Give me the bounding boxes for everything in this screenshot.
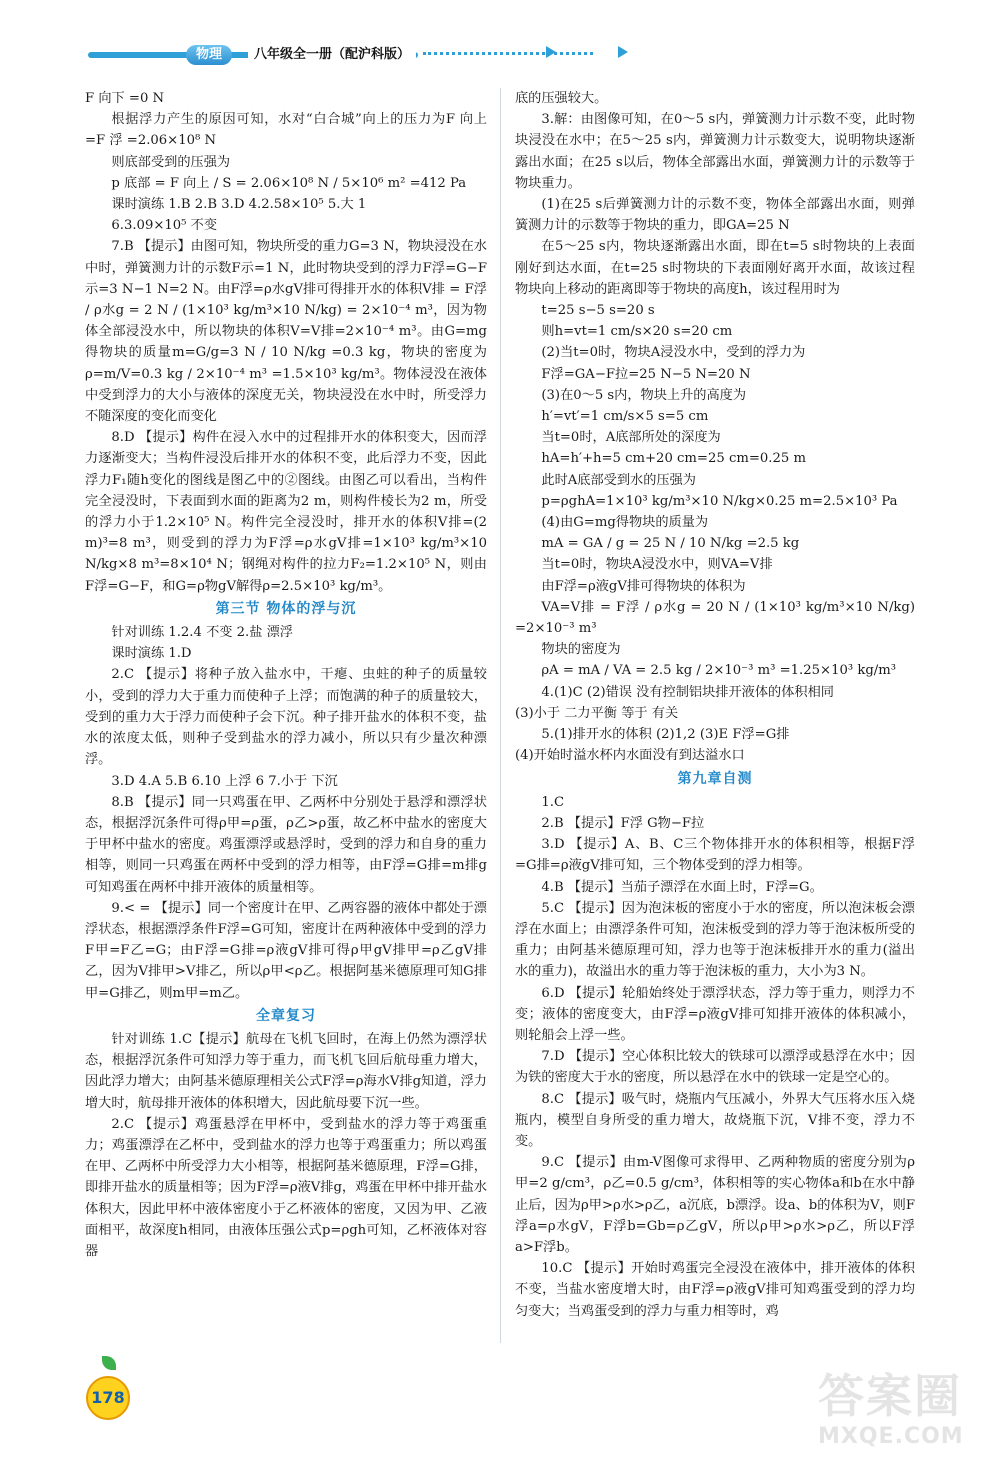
- answer-line: 8.D 【提示】构件在浸入水中的过程排开水的体积变大，因而浮力逐渐变大；当构件浸没后排开水的体积不变，此后浮力不变，因此浮力F₁随h变化的图线是图乙中的②图线。由图乙可以看出，当构件完全浸没时，下表面到水面的距离为2 m，则构件棱长为2 m，所受的浮力小于1.2×10⁵ N。构件完全浸没时，排开水的体积V排=(2 m)³=8 m³，则受到的浮力为F浮=ρ水gV排=1×10³ kg/m³×10 N/kg×8 m³=8×10⁴ N；钢绳对构件的拉力F₂=1.2×10⁵ N，则由F浮=G−F，和G=ρ物gV解得ρ=2.5×10³ kg/m³。: [85, 430, 487, 594]
- watermark-logo: [818, 1368, 988, 1458]
- answer-line: 根据浮力产生的原因可知，水对“白合城”向上的压力为F 向上 =F 浮 =2.06×10⁸ N: [85, 112, 487, 149]
- right-column: [515, 88, 915, 1322]
- answer-line: 7.D 【提示】空心体积比较大的铁球可以漂浮或悬浮在水中；因为铁的密度大于水的密度，所以悬浮在水中的铁球一定是空心的。: [515, 1049, 915, 1086]
- answer-line: h′=vt′=1 cm/s×5 s=5 cm: [541, 409, 709, 425]
- answer-line: 6.D 【提示】轮船始终处于漂浮状态，浮力等于重力，则浮力不变；液体的密度变大，由F浮=ρ液gV排可知排开液体的体积减小，则轮船会上浮一些。: [515, 985, 915, 1043]
- answer-line: 2.B 【提示】F浮 G物−F拉: [541, 815, 705, 831]
- book-title: 八年级全一册（配沪科版）: [248, 45, 416, 65]
- answer-line: hA=h′+h=5 cm+20 cm=25 cm=0.25 m: [541, 451, 806, 467]
- answer-line: 当t=0时，A底部所处的深度为: [541, 430, 721, 446]
- answer-line: 10.C 【提示】开始时鸡蛋完全浸没在液体中，排开液体的体积不变，当盐水密度增大时，由F浮=ρ液gV排可知鸡蛋受到的浮力均匀变大；当鸡蛋受到的浮力与重力相等时，鸡: [515, 1261, 915, 1319]
- answer-line: (4)由G=mg得物块的质量为: [541, 515, 709, 531]
- answer-line: 当t=0时，物块A浸没水中，则VA=V排: [541, 557, 773, 573]
- watermark-text: 答案圈: [818, 1369, 962, 1423]
- answer-line: 2.C 【提示】将种子放入盐水中，干瘪、虫蛀的种子的质量较小，受到的浮力大于重力而使种子上浮；而饱满的种子的质量较大，受到的重力大于浮力而使种子会下沉。种子排开盐水的体积不变，盐水的浓度太低，则种子受到盐水的浮力减小，所以只有少量次种漂浮。: [85, 667, 487, 768]
- answer-line: (3)小于 二力平衡 等于 有关: [515, 705, 679, 721]
- answer-line: 9.C 【提示】由m-V图像可求得甲、乙两种物质的密度分别为ρ甲=2 g/cm³，ρ乙=0.5 g/cm³，体积相等的实心物体a和b在水中静止后，因为ρ甲>ρ水>ρ乙，a沉底，b漂浮。设a、b的体积为V，则F浮a=ρ水gV，F浮b=Gb=ρ乙gV，所以ρ甲>ρ水>ρ乙，所以F浮a>F浮b。: [515, 1155, 915, 1255]
- answer-line: 针对训练 1.C【提示】航母在飞机飞回时，在海上仍然为漂浮状态，根据浮沉条件可知浮力等于重力，而飞机飞回后航母重力增大，因此浮力增大；由阿基米德原理相关公式F浮=ρ海水V排g知道，浮力增大时，航母排开液体的体积增大，因此航母要下沉一些。: [85, 1031, 487, 1111]
- answer-line: 8.B 【提示】同一只鸡蛋在甲、乙两杯中分别处于悬浮和漂浮状态，根据浮沉条件可得ρ甲=ρ蛋，ρ乙>ρ蛋，故乙杯中盐水的密度大于甲杯中盐水的密度。鸡蛋漂浮或悬浮时，受到的浮力和自身的重力相等，则同一只鸡蛋在两杯中受到的浮力相等，由F浮=G排=m排g可知鸡蛋在两杯中排开液体的质量相等。: [85, 794, 487, 895]
- answer-line: F浮=GA−F拉=25 N−5 N=20 N: [541, 366, 751, 382]
- answer-line: 9.< = 【提示】同一个密度计在甲、乙两容器的液体中都处于漂浮状态，根据漂浮条件F浮=G可知，密度计在两种液体中受到的浮力F甲=F乙=G；由F浮=G排=ρ液gV排可得ρ甲gV排甲=ρ乙gV排乙，因为V排甲>V排乙，所以ρ甲<ρ乙。根据阿基米德原理可知G排甲=G排乙，则m甲=m乙。: [85, 900, 487, 1001]
- column-divider: [500, 88, 501, 1343]
- answer-line: 课时演练 1.B 2.B 3.D 4.2.58×10⁵ 5.大 1: [111, 197, 367, 213]
- answer-line: t=25 s−5 s=20 s: [541, 303, 655, 319]
- answer-line: (2)当t=0时，物块A浸没水中，受到的浮力为: [541, 345, 806, 361]
- section-title: 第九章自测: [677, 770, 753, 787]
- answer-line: 2.C 【提示】鸡蛋悬浮在甲杯中，受到盐水的浮力等于鸡蛋重力；鸡蛋漂浮在乙杯中，受到盐水的浮力也等于鸡蛋重力；所以鸡蛋在甲、乙两杯中所受浮力大小相等，根据阿基米德原理，F浮=G排，即排开盐水的质量相等；因为F浮=ρ液V排g，鸡蛋在甲杯中排开盐水体积大，因此甲杯中液体密度小于乙杯液体的密度，又因为甲、乙液面相平，故深度h相同，由液体压强公式p=ρgh可知，乙杯液体对容器: [85, 1116, 487, 1259]
- answer-line: 8.C 【提示】吸气时，烧瓶内气压减小，外界大气压将水压入烧瓶内，模型自身所受的重力增大，故烧瓶下沉，V排不变，浮力不变。: [515, 1091, 915, 1149]
- answer-line: 4.B 【提示】当茄子漂浮在水面上时，F浮=G。: [541, 879, 823, 895]
- answer-line: 此时A底部受到水的压强为: [541, 472, 696, 488]
- answer-line: 3.D 【提示】A、B、C三个物体排开水的体积相等，根据F浮=G排=ρ液gV排可知，三个物体受到的浮力相等。: [515, 837, 915, 874]
- section-title: 全章复习: [256, 1007, 316, 1024]
- page-header: [88, 38, 648, 78]
- answer-line: 5.(1)排开水的体积 (2)1,2 (3)E F浮=G排: [541, 727, 790, 743]
- watermark-url: MXQE.COM: [818, 1424, 964, 1449]
- answer-line: 7.B 【提示】由图可知，物块所受的重力G=3 N，物块浸没在水中时，弹簧测力计的示数F示=1 N，此时物块受到的浮力F浮=G−F示=3 N−1 N=2 N。由F浮=ρ水gV排可得排开水的体积V排 = F浮 / ρ水g = 2 N / (1×10³ kg/m³×10 N/kg) = 2×10⁻⁴ m³，因为物体全部浸没水中，所以物块的体积V=V排=2×10⁻⁴ m³。由G=mg得物块的质量m=G/g=3 N / 10 N/kg =0.3 kg，物块的密度为ρ=m/V=0.3 kg / 2×10⁻⁴ m³ =1.5×10³ kg/m³。物体浸没在液体中受到浮力的大小与液体的深度无关，物块浸没在水中时，所受浮力不随深度的变化而变化: [85, 239, 487, 425]
- answer-line: mA = GA / g = 25 N / 10 N/kg =2.5 kg: [541, 536, 800, 552]
- answer-line: 针对训练 1.2.4 不变 2.盐 漂浮: [111, 625, 293, 641]
- section-title: 第三节 物体的浮与沉: [215, 600, 357, 617]
- answer-line: 物块的密度为: [541, 642, 621, 658]
- answer-line: (4)开始时溢水杯内水面没有到达溢水口: [515, 748, 745, 764]
- answer-line: 5.C 【提示】因为泡沫板的密度小于水的密度，所以泡沫板会漂浮在水面上；由漂浮条件可知，泡沫板受到的浮力等于泡沫板所受的重力；由阿基米德原理可知，浮力也等于泡沫板排开水的重力(溢出水的重力)，故溢出水的重力等于泡沫板的重力，大小为3 N。: [515, 900, 915, 980]
- arrow-right-icon: [546, 46, 556, 58]
- answer-line: 底的压强较大。: [515, 91, 608, 106]
- answer-line: (1)在25 s后弹簧测力计的示数不变，物体全部露出水面，则弹簧测力计的示数等于物块的重力，即GA=25 N: [515, 197, 915, 234]
- answer-line: 则h=vt=1 cm/s×20 s=20 cm: [541, 324, 733, 340]
- leaf-icon: [102, 1356, 116, 1370]
- answer-line: 3.解：由图像可知，在0～5 s内，弹簧测力计示数不变，此时物块浸没在水中；在5～25 s内，弹簧测力计示数变大，说明物块逐渐露出水面；在25 s以后，物体全部露出水面，弹簧测力计的示数等于物块重力。: [515, 112, 915, 191]
- answer-line: 由F浮=ρ液gV排可得物块的体积为: [541, 578, 746, 594]
- answer-line: p 底部 = F 向上 / S = 2.06×10⁸ N / 5×10⁶ m² =412 Pa: [111, 175, 467, 191]
- answer-line: ρA = mA / VA = 2.5 kg / 2×10⁻³ m³ =1.25×10³ kg/m³: [541, 663, 896, 679]
- answer-line: F 向下 =0 N: [85, 91, 165, 106]
- subject-badge: 物理: [186, 45, 232, 65]
- answer-line: 课时演练 1.D: [111, 646, 192, 662]
- header-dots: [423, 52, 593, 61]
- answer-line: (3)在0～5 s内，物块上升的高度为: [541, 387, 747, 403]
- answer-line: 4.(1)C (2)错误 没有控制铝块排开液体的体积相同: [541, 684, 834, 700]
- left-column: [85, 88, 487, 1262]
- answer-line: 1.C: [541, 794, 565, 810]
- answer-line: 则底部受到的压强为: [111, 154, 231, 170]
- answer-line: p=ρghA=1×10³ kg/m³×10 N/kg×0.25 m=2.5×10³ Pa: [541, 493, 898, 509]
- answer-line: 6.3.09×10⁵ 不变: [111, 218, 218, 234]
- answer-line: 3.D 4.A 5.B 6.10 上浮 6 7.小于 下沉: [111, 773, 338, 789]
- page-number: 178: [86, 1376, 130, 1420]
- answer-line: VA=V排 = F浮 / ρ水g = 20 N / (1×10³ kg/m³×10 N/kg) =2×10⁻³ m³: [515, 599, 915, 637]
- answer-line: 在5～25 s内，物块逐渐露出水面，即在t=5 s时物块的上表面刚好到达水面，在t=25 s时物块的下表面刚好离开水面，故该过程物块向上移动的距离即等于物块的高度h，该过程用时为: [515, 239, 915, 297]
- arrow-right-icon: [618, 46, 628, 58]
